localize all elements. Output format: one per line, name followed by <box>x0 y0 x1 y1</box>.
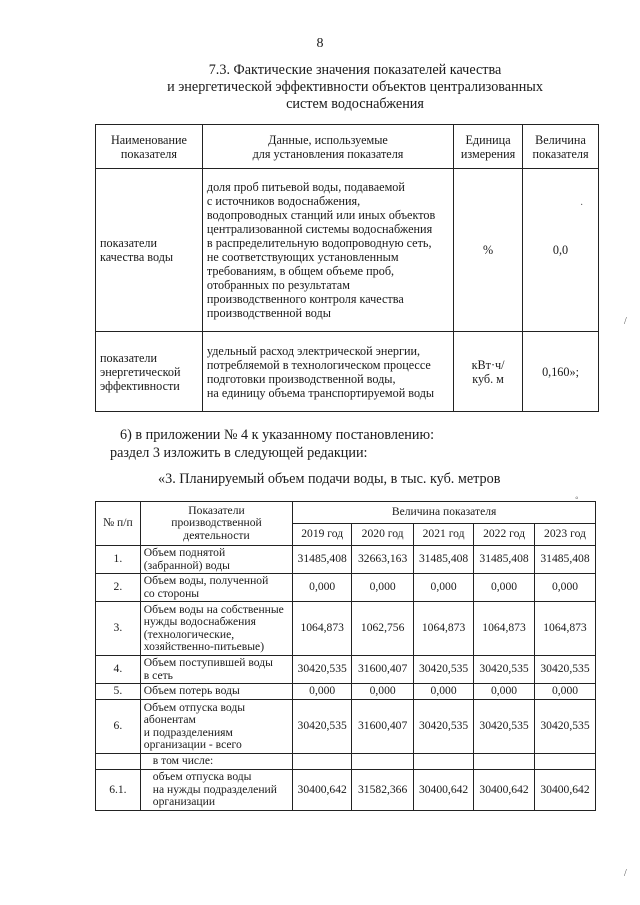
text-line: энергетической <box>100 364 181 379</box>
table-row <box>96 169 599 332</box>
header-unit <box>454 125 523 169</box>
table-row <box>96 656 596 684</box>
text-line: Величина <box>535 132 586 147</box>
text-line: Данные, используемые <box>268 132 388 147</box>
text-line: качества воды <box>100 250 174 264</box>
row-value: 31485,408 <box>535 546 596 574</box>
row-value <box>293 754 352 770</box>
row-name <box>96 169 203 332</box>
text-line: хозяйственно-питьевые) <box>143 640 265 653</box>
text-line: (технологические, <box>143 627 235 641</box>
text-line: Объем поступившей воды <box>143 656 273 669</box>
row-number <box>96 754 141 770</box>
header-year: 2019 год <box>293 524 352 546</box>
row-value <box>474 754 535 770</box>
row-value: 30420,535 <box>293 700 352 754</box>
row-value: 32663,163 <box>352 546 414 574</box>
row-value: 31485,408 <box>293 546 352 574</box>
header-value <box>523 125 599 169</box>
row-number: 1. <box>96 546 141 574</box>
row-description <box>202 169 453 332</box>
text-line: доля проб питьевой воды, подаваемой <box>206 180 405 194</box>
scan-mark: ◦ <box>575 493 579 504</box>
text-line: показателя <box>120 146 177 161</box>
row-label <box>140 602 292 656</box>
table-row <box>96 684 596 700</box>
row-number: 4. <box>96 656 141 684</box>
text-line: Объем отпуска воды <box>143 700 246 714</box>
row-value <box>352 754 414 770</box>
page-number: 8 <box>316 36 324 51</box>
quality-indicators-table <box>95 124 599 412</box>
text-line: и подразделениям <box>143 725 233 739</box>
text-line: производственного контроля качества <box>206 292 404 306</box>
row-value: 0,000 <box>293 574 352 602</box>
table-header-row <box>96 502 596 524</box>
text-line: эффективности <box>100 378 180 393</box>
header-year: 2021 год <box>414 524 474 546</box>
row-value: 0,0 <box>523 169 599 332</box>
row-value: 0,000 <box>474 574 535 602</box>
text-line: % <box>482 243 494 257</box>
row-value: 1064,873 <box>293 602 352 656</box>
text-line: деятельности <box>183 528 250 542</box>
table-row <box>96 546 596 574</box>
table-row <box>96 754 596 770</box>
text-line: в распределительную водопроводную сеть, <box>206 236 432 250</box>
text-line: Объем поднятой <box>143 546 226 559</box>
row-value: 1064,873 <box>414 602 474 656</box>
text-line: на нужды подразделений <box>152 782 277 796</box>
text-line: измерения <box>460 146 516 161</box>
text-line: кВт·ч/ <box>471 357 505 372</box>
row-value: 30420,535 <box>414 700 474 754</box>
text-line: для установления показателя <box>252 146 404 161</box>
text-line: организации - всего <box>143 738 242 751</box>
row-label <box>140 574 292 602</box>
text-line: нужды водоснабжения <box>143 615 256 628</box>
row-value: 1064,873 <box>535 602 596 656</box>
text-line: производственной <box>171 516 262 530</box>
row-value: 31600,407 <box>352 656 414 684</box>
row-value: 0,000 <box>535 684 596 700</box>
row-value: 30420,535 <box>474 700 535 754</box>
section-7-3-title <box>120 62 590 113</box>
text-line: организации <box>152 795 216 808</box>
text-line: в сеть <box>143 668 173 682</box>
table-row <box>96 770 596 811</box>
text-line: подготовки производственной воды, <box>206 371 396 386</box>
table-row <box>96 574 596 602</box>
header-year: 2020 год <box>352 524 414 546</box>
row-label <box>140 770 292 811</box>
table-row <box>96 700 596 754</box>
amendment-line-2: раздел 3 изложить в следующей редакции: <box>110 445 368 461</box>
row-value: 0,000 <box>293 684 352 700</box>
section-title-line: систем водоснабжения <box>286 96 424 112</box>
row-label <box>140 656 292 684</box>
header-year: 2022 год <box>474 524 535 546</box>
row-value: 0,160»; <box>523 332 599 412</box>
row-value: 0,000 <box>352 684 414 700</box>
text-line: водопроводных станций или иных объектов <box>206 208 436 222</box>
scan-mark: · <box>580 200 584 211</box>
row-value: 30420,535 <box>474 656 535 684</box>
text-line: не соответствующих установленным <box>206 250 399 264</box>
row-value: 30400,642 <box>293 770 352 811</box>
header-data <box>202 125 453 169</box>
row-number: 2. <box>96 574 141 602</box>
row-number: 6. <box>96 700 141 754</box>
row-number: 3. <box>96 602 141 656</box>
amendment-line-1: 6) в приложении № 4 к указанному постановлению: <box>120 427 435 443</box>
scan-mark: / <box>624 316 627 327</box>
text-line: удельный расход электрической энергии, <box>206 343 421 358</box>
text-line: потребляемой в технологическом процессе <box>206 357 431 372</box>
text-line: на единицу объема транспортируемой воды <box>206 385 435 400</box>
header-no: № п/п <box>96 502 141 546</box>
section-title-line: 7.3. Фактические значения показателей качества <box>208 62 502 78</box>
row-label <box>140 754 292 770</box>
text-line: Объем потерь воды <box>143 684 240 698</box>
text-line: требованиям, в общем объеме проб, <box>206 264 395 278</box>
row-value: 31485,408 <box>414 546 474 574</box>
row-name <box>96 332 203 412</box>
section-title-line: и энергетической эффективности объектов централизованных <box>167 79 543 95</box>
row-value: 0,000 <box>535 574 596 602</box>
row-value: 30400,642 <box>414 770 474 811</box>
text-line: Единица <box>465 132 511 147</box>
table-row <box>96 332 599 412</box>
text-line: централизованной системы водоснабжения <box>206 222 433 236</box>
text-line: с источников водоснабжения, <box>206 194 361 208</box>
text-line: куб. м <box>472 371 504 386</box>
text-line: показателя <box>532 146 589 161</box>
row-value: 1064,873 <box>474 602 535 656</box>
scan-mark: / <box>624 868 627 879</box>
text-line: Объем воды, полученной <box>143 574 269 587</box>
section-3-title: «3. Планируемый объем подачи воды, в тыс. куб. метров <box>158 471 501 487</box>
text-line: со стороны <box>143 586 200 600</box>
row-value <box>535 754 596 770</box>
water-supply-volume-table <box>95 501 596 811</box>
header-indicator <box>140 502 292 546</box>
text-line: показатели <box>100 350 158 365</box>
text-line: объем отпуска воды <box>152 770 252 783</box>
row-value: 0,000 <box>474 684 535 700</box>
row-number: 5. <box>96 684 141 700</box>
text-line: (забранной) воды <box>143 558 230 572</box>
row-description <box>202 332 453 412</box>
row-value: 30420,535 <box>535 700 596 754</box>
row-value: 31582,366 <box>352 770 414 811</box>
text-line: абонентам <box>143 713 196 726</box>
row-value: 31600,407 <box>352 700 414 754</box>
row-value: 30420,535 <box>414 656 474 684</box>
text-line: Показатели <box>188 503 245 517</box>
row-value: 30400,642 <box>474 770 535 811</box>
text-line: отобранных по результатам <box>206 278 350 292</box>
row-value: 0,000 <box>414 684 474 700</box>
row-value: 30420,535 <box>535 656 596 684</box>
header-year: 2023 год <box>535 524 596 546</box>
row-value: 31485,408 <box>474 546 535 574</box>
row-label <box>140 700 292 754</box>
row-value: 0,000 <box>414 574 474 602</box>
text-line: производственной воды <box>206 306 331 320</box>
table-header-row <box>96 125 599 169</box>
row-value: 1062,756 <box>352 602 414 656</box>
text-line: в том числе: <box>152 754 214 768</box>
text-line: Наименование <box>110 132 187 147</box>
row-value: 0,000 <box>352 574 414 602</box>
text-line: показатели <box>100 236 158 250</box>
row-unit <box>454 169 523 332</box>
header-name <box>96 125 203 169</box>
row-number: 6.1. <box>96 770 141 811</box>
table-row <box>96 602 596 656</box>
text-line: Объем воды на собственные <box>143 602 284 616</box>
row-value: 30400,642 <box>535 770 596 811</box>
row-value: 30420,535 <box>293 656 352 684</box>
row-label <box>140 546 292 574</box>
row-value <box>414 754 474 770</box>
header-value-group: Величина показателя <box>293 502 596 524</box>
row-label <box>140 684 292 700</box>
row-unit <box>454 332 523 412</box>
